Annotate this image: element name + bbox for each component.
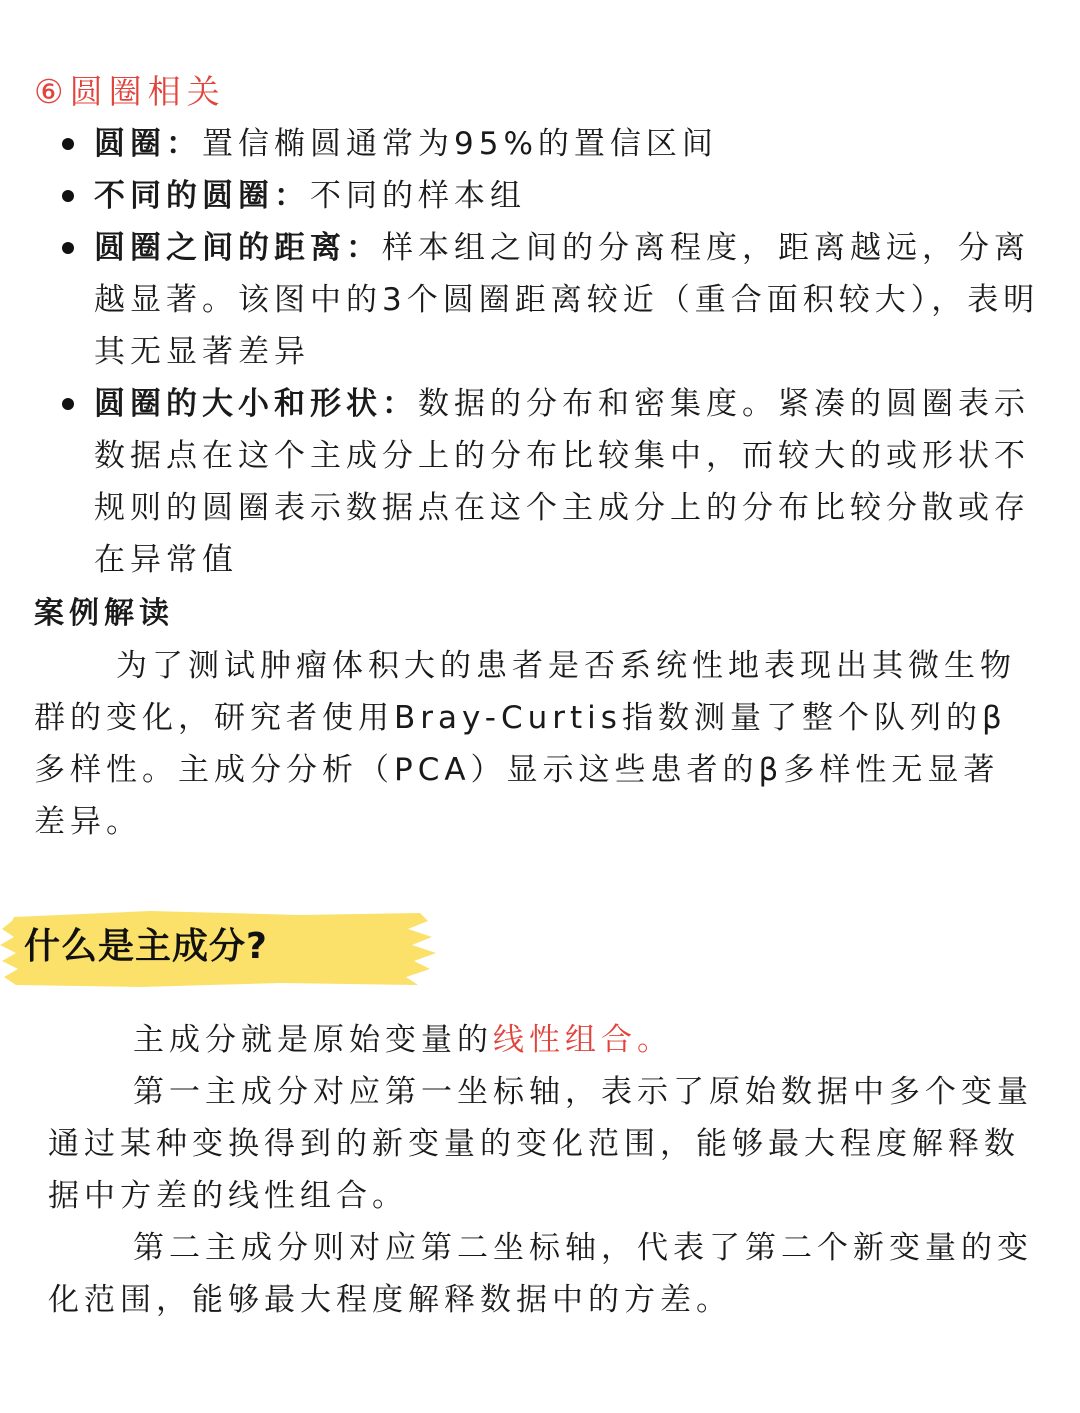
pc-explanation — [48, 1014, 1048, 1326]
section-heading: 什么是主成分? — [24, 926, 268, 967]
list-item — [60, 170, 1050, 222]
pc-paragraph: 第二主成分则对应第二坐标轴，代表了第二个新变量的变化范围，能够最大程度解释数据中的方差。 — [48, 1230, 1033, 1318]
bullet-dot-icon — [62, 190, 74, 202]
bullet-term: 不同的圆圈： — [94, 178, 310, 214]
pc-paragraph: 第一主成分对应第一坐标轴，表示了原始数据中多个变量通过某种变换得到的新变量的变化范围，能够最大程度解释数据中方差的线性组合。 — [48, 1074, 1033, 1214]
section-title: ⑥圆圈相关 — [34, 72, 226, 111]
pc-paragraph-text: 主成分就是原始变量的 — [133, 1022, 493, 1058]
bullet-text: 不同的样本组 — [310, 178, 526, 214]
bullet-dot-icon — [62, 398, 74, 410]
list-item — [60, 118, 1050, 170]
list-item — [60, 222, 1050, 378]
bullet-dot-icon — [62, 138, 74, 150]
pc-paragraph — [48, 1014, 1048, 1066]
bullet-text: 置信椭圆通常为95%的置信区间 — [202, 126, 718, 162]
bullet-dot-icon — [62, 242, 74, 254]
bullet-list — [60, 118, 1050, 586]
bullet-text: 数据的分布和密集度。紧凑的圆圈表示数据点在这个主成分上的分布比较集中，而较大的或形状不规则的圆圈表示数据点在这个主成分上的分布比较分散或存在异常值 — [94, 386, 1030, 578]
emphasis-text: 线性组合。 — [493, 1022, 673, 1058]
bullet-text: 样本组之间的分离程度，距离越远，分离越显著。该图中的3个圆圈距离较近（重合面积较大），表明其无显著差异 — [94, 230, 1040, 370]
bullet-term: 圆圈之间的距离： — [94, 230, 382, 266]
bullet-term: 圆圈： — [94, 126, 202, 162]
heading-highlight — [0, 905, 440, 991]
case-body: 为了测试肿瘤体积大的患者是否系统性地表现出其微生物群的变化，研究者使用Bray-Curtis指数测量了整个队列的β多样性。主成分分析（PCA）显示这些患者的β多样性无显著差异。 — [34, 648, 1016, 840]
bullet-term: 圆圈的大小和形状： — [94, 386, 418, 422]
list-item — [60, 378, 1050, 586]
case-heading: 案例解读 — [34, 596, 174, 631]
